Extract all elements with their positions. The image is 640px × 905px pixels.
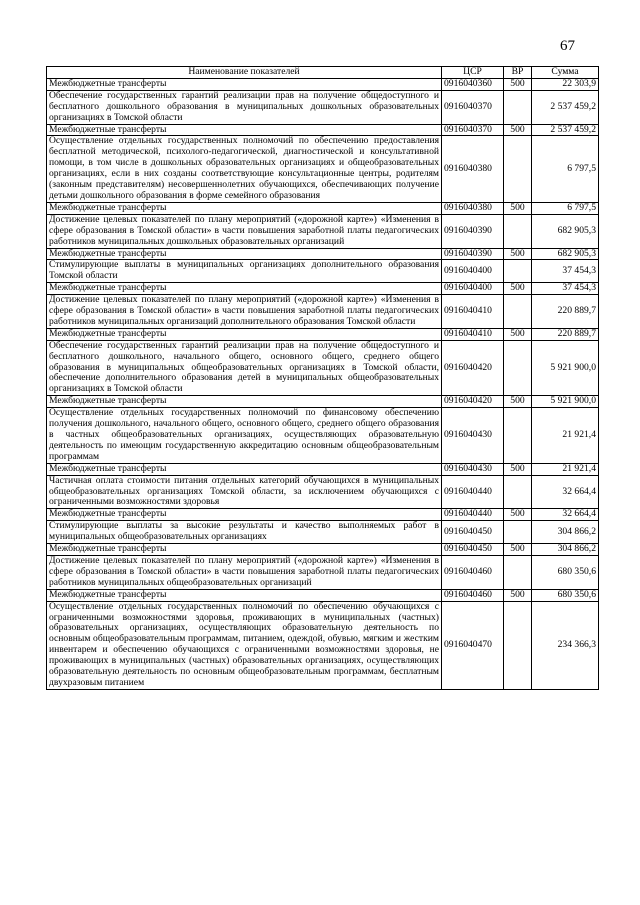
table-row xyxy=(47,509,599,521)
row-vr-cell xyxy=(504,340,532,396)
table-row xyxy=(47,463,599,475)
row-name-cell: Межбюджетные трансферты xyxy=(47,463,442,475)
row-name-cell: Стимулирующие выплаты в муниципальных организациях дополнительного образования Томской области xyxy=(47,260,442,283)
table-row xyxy=(47,544,599,556)
row-vr-cell: 500 xyxy=(504,78,532,90)
row-csr-cell: 0916040390 xyxy=(442,248,504,260)
table-row xyxy=(47,555,599,589)
table-row xyxy=(47,90,599,124)
row-vr-cell xyxy=(504,475,532,509)
row-vr-cell xyxy=(504,260,532,283)
row-vr-cell: 500 xyxy=(504,202,532,214)
row-csr-cell: 0916040370 xyxy=(442,90,504,124)
row-vr-cell: 500 xyxy=(504,124,532,136)
header-name: Наименование показателей xyxy=(47,67,442,79)
row-vr-cell xyxy=(504,136,532,202)
row-name-cell: Межбюджетные трансферты xyxy=(47,78,442,90)
row-vr-cell xyxy=(504,408,532,464)
row-sum-cell: 21 921,4 xyxy=(532,408,599,464)
row-csr-cell: 0916040450 xyxy=(442,544,504,556)
table-row xyxy=(47,408,599,464)
header-vr: ВР xyxy=(504,67,532,79)
row-name-cell: Частичная оплата стоимости питания отдельных категорий обучающихся в муниципальных общеобразовательных организациях Томской области, за исключением обучающихся с ограниченными возможностями здоровья xyxy=(47,475,442,509)
row-name-cell: Межбюджетные трансферты xyxy=(47,544,442,556)
table-row xyxy=(47,589,599,601)
row-name-cell: Межбюджетные трансферты xyxy=(47,283,442,295)
row-name-cell: Осуществление отдельных государственных полномочий по обеспечению предоставления бесплатной методической, психолого-педагогической, диагностической и консультативной помощи, в том числе в дошкольных образовательных организациях и общеобразовательных организациях, если в них созданы соответствующие консультационные центры, родителям (законным представителям) несовершеннолетних обучающихся, обеспечивающих получение детьми дошкольного образования в форме семейного образования xyxy=(47,136,442,202)
table-row xyxy=(47,340,599,396)
row-csr-cell: 0916040380 xyxy=(442,136,504,202)
row-csr-cell: 0916040440 xyxy=(442,475,504,509)
row-sum-cell: 5 921 900,0 xyxy=(532,340,599,396)
table-row xyxy=(47,260,599,283)
table-row xyxy=(47,295,599,329)
row-vr-cell xyxy=(504,555,532,589)
table-row xyxy=(47,202,599,214)
row-sum-cell: 32 664,4 xyxy=(532,509,599,521)
row-name-cell: Стимулирующие выплаты за высокие результаты и качество выполняемых работ в муниципальных общеобразовательных организациях xyxy=(47,521,442,544)
row-vr-cell: 500 xyxy=(504,544,532,556)
row-name-cell: Межбюджетные трансферты xyxy=(47,589,442,601)
table-row xyxy=(47,521,599,544)
row-sum-cell: 2 537 459,2 xyxy=(532,124,599,136)
header-csr: ЦСР xyxy=(442,67,504,79)
table-row xyxy=(47,601,599,689)
row-csr-cell: 0916040370 xyxy=(442,124,504,136)
row-csr-cell: 0916040380 xyxy=(442,202,504,214)
row-vr-cell: 500 xyxy=(504,396,532,408)
row-sum-cell: 682 905,3 xyxy=(532,214,599,248)
row-sum-cell: 304 866,2 xyxy=(532,544,599,556)
row-sum-cell: 680 350,6 xyxy=(532,555,599,589)
row-sum-cell: 682 905,3 xyxy=(532,248,599,260)
row-sum-cell: 6 797,5 xyxy=(532,136,599,202)
row-sum-cell: 37 454,3 xyxy=(532,260,599,283)
row-sum-cell: 220 889,7 xyxy=(532,328,599,340)
table-row xyxy=(47,475,599,509)
row-sum-cell: 220 889,7 xyxy=(532,295,599,329)
row-vr-cell xyxy=(504,521,532,544)
row-vr-cell: 500 xyxy=(504,248,532,260)
row-name-cell: Межбюджетные трансферты xyxy=(47,124,442,136)
row-name-cell: Межбюджетные трансферты xyxy=(47,396,442,408)
row-csr-cell: 0916040390 xyxy=(442,214,504,248)
row-vr-cell xyxy=(504,214,532,248)
row-name-cell: Достижение целевых показателей по плану мероприятий («дорожной карте») «Изменения в сфере образования в Томской области» в части повышения заработной платы педагогических работников муниципальных дошкольных образовательных организаций xyxy=(47,214,442,248)
header-row xyxy=(47,67,599,79)
row-name-cell: Достижение целевых показателей по плану мероприятий («дорожной карте») «Изменения в сфере образования в Томской области» в части повышения заработной платы педагогических работников муниципальных общеобразовательных организаций xyxy=(47,555,442,589)
row-vr-cell: 500 xyxy=(504,589,532,601)
row-csr-cell: 0916040420 xyxy=(442,340,504,396)
row-csr-cell: 0916040410 xyxy=(442,328,504,340)
row-vr-cell xyxy=(504,295,532,329)
row-sum-cell: 32 664,4 xyxy=(532,475,599,509)
row-name-cell: Достижение целевых показателей по плану мероприятий («дорожной карте») «Изменения в сфере образования в Томской области» в части повышения заработной платы педагогических работников муниципальных организаций дополнительного образования Томской области xyxy=(47,295,442,329)
row-csr-cell: 0916040400 xyxy=(442,283,504,295)
row-csr-cell: 0916040440 xyxy=(442,509,504,521)
page-number: 67 xyxy=(560,38,575,54)
table-row xyxy=(47,248,599,260)
row-name-cell: Межбюджетные трансферты xyxy=(47,248,442,260)
row-name-cell: Осуществление отдельных государственных полномочий по обеспечению обучающихся с ограниченными возможностями здоровья, проживающих в муниципальных (частных) образовательных организациях, осуществляющих образовательную деятельность по основным общеобразовательным программам, питанием, одеждой, обувью, мягким и жестким инвентарем и обеспечению обучающихся с ограниченными возможностями здоровья, не проживающих в муниципальных (частных) образовательных организациях, осуществляющих образовательную деятельность по основным общеобразовательным программам, бесплатным двухразовым питанием xyxy=(47,601,442,689)
row-sum-cell: 234 366,3 xyxy=(532,601,599,689)
row-name-cell: Межбюджетные трансферты xyxy=(47,202,442,214)
row-name-cell: Обеспечение государственных гарантий реализации прав на получение общедоступного и бесплатного дошкольного, начального общего, основного общего, среднего общего образования в муниципальных общеобразовательных организациях в Томской области, обеспечение дополнительного образования детей в муниципальных общеобразовательных организациях в Томской области xyxy=(47,340,442,396)
row-csr-cell: 0916040460 xyxy=(442,555,504,589)
row-vr-cell xyxy=(504,90,532,124)
row-csr-cell: 0916040450 xyxy=(442,521,504,544)
header-sum: Сумма xyxy=(532,67,599,79)
row-sum-cell: 21 921,4 xyxy=(532,463,599,475)
table-row xyxy=(47,78,599,90)
row-csr-cell: 0916040420 xyxy=(442,396,504,408)
row-sum-cell: 680 350,6 xyxy=(532,589,599,601)
row-csr-cell: 0916040430 xyxy=(442,408,504,464)
row-sum-cell: 2 537 459,2 xyxy=(532,90,599,124)
budget-table xyxy=(46,66,599,690)
row-vr-cell: 500 xyxy=(504,283,532,295)
table-row xyxy=(47,283,599,295)
table-row xyxy=(47,124,599,136)
row-csr-cell: 0916040460 xyxy=(442,589,504,601)
row-sum-cell: 5 921 900,0 xyxy=(532,396,599,408)
row-csr-cell: 0916040400 xyxy=(442,260,504,283)
row-name-cell: Межбюджетные трансферты xyxy=(47,509,442,521)
row-vr-cell: 500 xyxy=(504,463,532,475)
table-row xyxy=(47,214,599,248)
row-sum-cell: 304 866,2 xyxy=(532,521,599,544)
row-name-cell: Межбюджетные трансферты xyxy=(47,328,442,340)
row-sum-cell: 22 303,9 xyxy=(532,78,599,90)
row-csr-cell: 0916040360 xyxy=(442,78,504,90)
row-sum-cell: 37 454,3 xyxy=(532,283,599,295)
table-row xyxy=(47,136,599,202)
row-csr-cell: 0916040430 xyxy=(442,463,504,475)
table-body xyxy=(47,78,599,689)
row-vr-cell: 500 xyxy=(504,509,532,521)
table-row xyxy=(47,328,599,340)
row-name-cell: Осуществление отдельных государственных полномочий по финансовому обеспечению получения дошкольного, начального общего, основного общего, среднего общего образования в частных общеобразовательных организациях, осуществляющих образовательную деятельность по имеющим государственную аккредитацию основным общеобразовательным программам xyxy=(47,408,442,464)
row-csr-cell: 0916040410 xyxy=(442,295,504,329)
row-vr-cell: 500 xyxy=(504,328,532,340)
table-row xyxy=(47,396,599,408)
row-vr-cell xyxy=(504,601,532,689)
row-sum-cell: 6 797,5 xyxy=(532,202,599,214)
row-name-cell: Обеспечение государственных гарантий реализации прав на получение общедоступного и бесплатного дошкольного образования в муниципальных дошкольных образовательных организациях в Томской области xyxy=(47,90,442,124)
row-csr-cell: 0916040470 xyxy=(442,601,504,689)
